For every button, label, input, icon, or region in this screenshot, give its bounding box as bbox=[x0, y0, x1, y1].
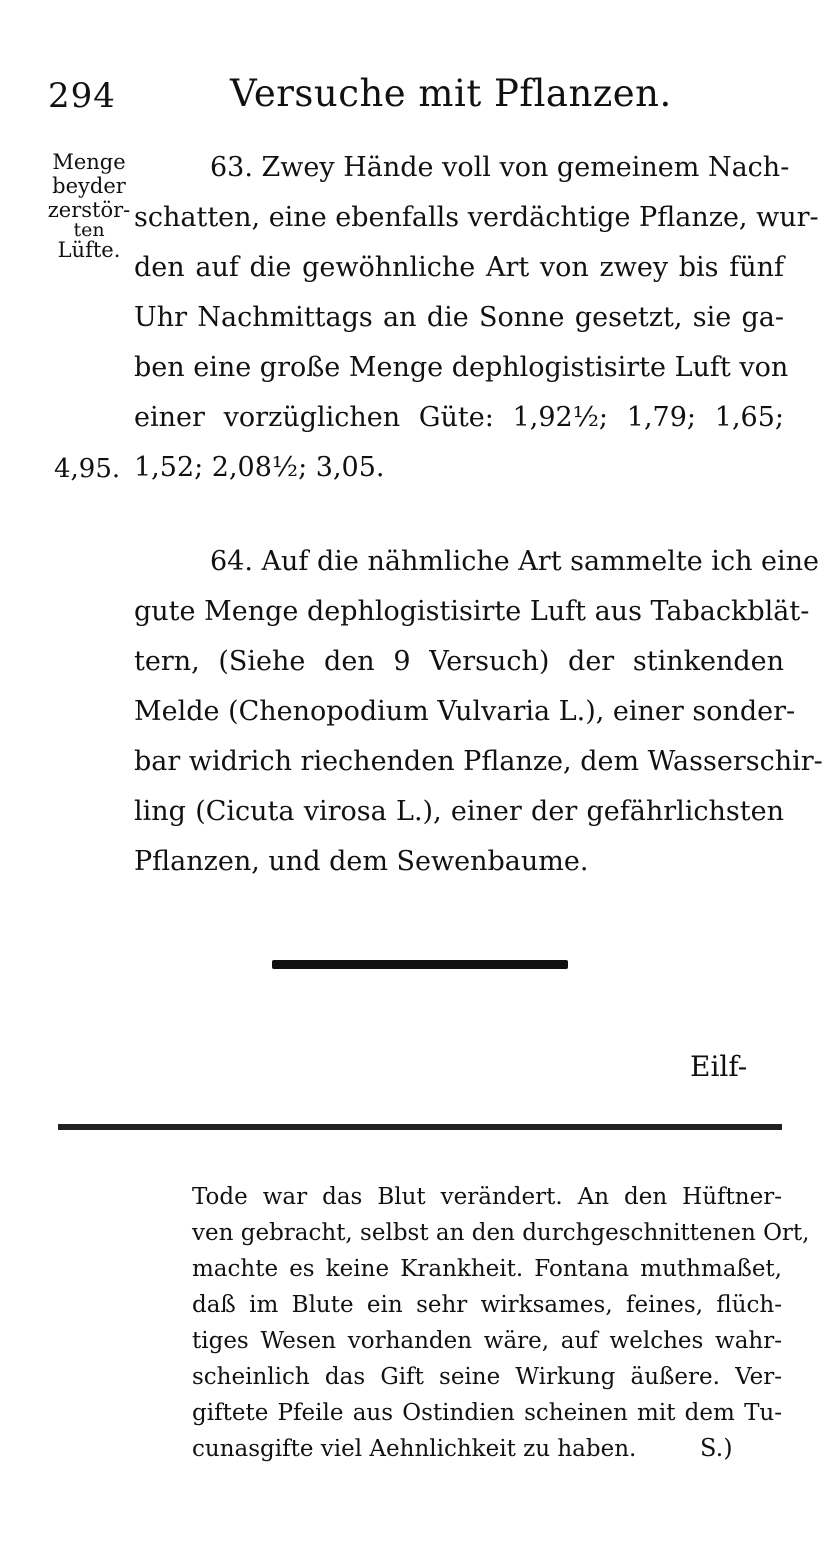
marginal-note-line: Menge bbox=[52, 150, 126, 174]
text-line: 64. Auf die nähmliche Art sammelte ich eine bbox=[210, 546, 820, 577]
marginal-note bbox=[44, 150, 134, 262]
footnote-line: cunasgifte viel Aehnlichkeit zu haben. bbox=[192, 1436, 637, 1462]
footnote-line: giftete Pfeile aus Ostindien scheinen mit dem Tu- bbox=[192, 1400, 782, 1426]
text-line: 1,52; 2,08½; 3,05. bbox=[134, 452, 385, 483]
text-line: ben eine große Menge dephlogistisirte Luft von bbox=[134, 352, 789, 383]
footnote-line: Tode war das Blut verändert. An den Hüftner- bbox=[192, 1184, 782, 1210]
footnote-line: scheinlich das Gift seine Wirkung äußere. Ver- bbox=[192, 1364, 782, 1390]
footnote-line: tiges Wesen vorhanden wäre, auf welches wahr- bbox=[192, 1328, 782, 1354]
text-line: gute Menge dephlogistisirte Luft aus Tabackblät- bbox=[134, 596, 810, 627]
text-line: bar widrich riechenden Pflanze, dem Wasserschir- bbox=[134, 746, 823, 777]
marginal-note-line: zerstör- bbox=[47, 198, 131, 222]
text-line: 63. Zwey Hände voll von gemeinem Nach- bbox=[210, 152, 790, 183]
footnote-rule bbox=[58, 1124, 782, 1130]
page-header bbox=[0, 68, 830, 128]
footnote-line: ven gebracht, selbst an den durchgeschnittenen Ort, bbox=[192, 1220, 810, 1246]
marginal-note-line: beyder bbox=[52, 174, 126, 198]
running-title: Versuche mit Pflanzen. bbox=[230, 72, 672, 115]
page-number: 294 bbox=[48, 76, 116, 116]
text-line: ling (Cicuta virosa L.), einer der gefährlichsten bbox=[134, 796, 784, 827]
text-line: Melde (Chenopodium Vulvaria L.), einer sonder- bbox=[134, 696, 796, 727]
text-line: den auf die gewöhnliche Art von zwey bis fünf bbox=[134, 252, 784, 283]
text-line: tern, (Siehe den 9 Versuch) der stinkenden bbox=[134, 646, 784, 677]
catchword: Eilf- bbox=[690, 1050, 748, 1083]
footnote-signature: S.) bbox=[700, 1434, 733, 1462]
footnote-line: daß im Blute ein sehr wirksames, feines, flüch- bbox=[192, 1292, 782, 1318]
section-divider bbox=[272, 960, 568, 969]
text-line: einer vorzüglichen Güte: 1,92½; 1,79; 1,65; bbox=[134, 402, 784, 433]
marginal-note-line: Lüfte. bbox=[57, 238, 121, 262]
margin-sum: 4,95. bbox=[54, 454, 121, 484]
marginal-note-line: ten bbox=[73, 219, 105, 241]
text-line: Pflanzen, und dem Sewenbaume. bbox=[134, 846, 589, 877]
text-line: schatten, eine ebenfalls verdächtige Pflanze, wur- bbox=[134, 202, 819, 233]
text-line: Uhr Nachmittags an die Sonne gesetzt, sie ga- bbox=[134, 302, 784, 333]
footnote-line: machte es keine Krankheit. Fontana muthmaßet, bbox=[192, 1256, 782, 1282]
